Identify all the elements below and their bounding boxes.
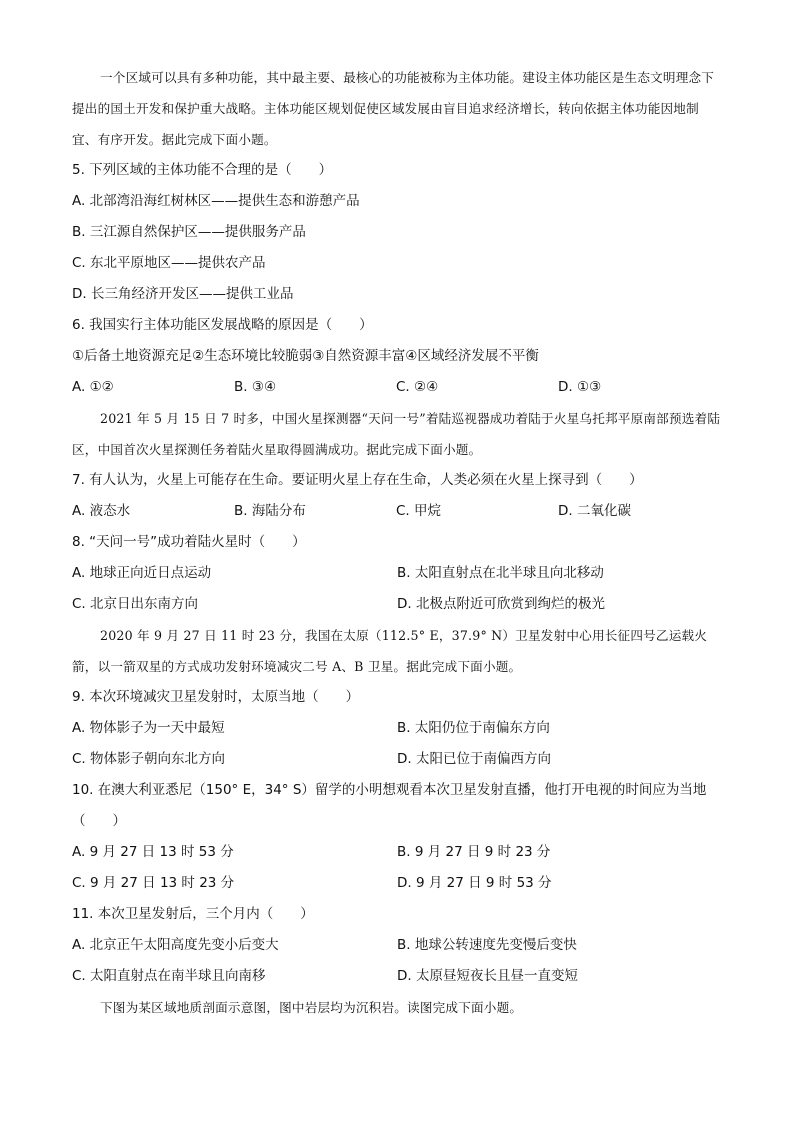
question-9-option-d: D. 太阳已位于南偏西方向	[397, 751, 551, 767]
question-9-options-row-2	[72, 744, 722, 775]
question-5-option-c: C. 东北平原地区——提供农产品	[72, 255, 266, 271]
question-11-stem: 11. 本次卫星发射后，三个月内（ ）	[72, 906, 314, 922]
question-11-option-b: B. 地球公转速度先变慢后变快	[397, 937, 577, 953]
question-10-option-c: C. 9 月 27 日 13 时 23 分	[72, 875, 235, 891]
question-8-options-row-1	[72, 558, 722, 589]
question-6-choice-list: ①后备土地资源充足②生态环境比较脆弱③自然资源丰富④区域经济发展不平衡	[72, 348, 539, 364]
question-8-stem: 8. “天问一号”成功着陆火星时（ ）	[72, 534, 306, 550]
question-7-stem: 7. 有人认为，火星上可能存在生命。要证明火星上存在生命，人类必须在火星上探寻到（ ）	[72, 472, 643, 488]
question-9-stem: 9. 本次环境减灾卫星发射时，太原当地（ ）	[72, 689, 360, 705]
question-9-option-c: C. 物体影子朝向东北方向	[72, 751, 226, 767]
question-11-option-d: D. 太原昼短夜长且昼一直变短	[397, 968, 578, 984]
question-10-stem: 10. 在澳大利亚悉尼（150° E，34° S）留学的小明想观看本次卫星发射直播，他打开电视的时间应为当地	[72, 782, 707, 798]
intro-paragraph-mars-landing: 2021 年 5 月 15 日 7 时多，中国火星探测器“天问一号”着陆巡视器成功着陆于火星乌托邦平原南部预选着陆区，中国首次火星探测任务着陆火星取得圆满成功。据此完成下面小题。	[72, 411, 721, 457]
question-8-options-row-2	[72, 589, 722, 620]
question-5-option-b: B. 三江源自然保护区——提供服务产品	[72, 224, 306, 240]
question-8-option-b: B. 太阳直射点在北半球且向北移动	[397, 565, 604, 581]
question-10-option-b: B. 9 月 27 日 9 时 23 分	[397, 844, 551, 860]
question-5-option-d: D. 长三角经济开发区——提供工业品	[72, 286, 294, 302]
question-6-option-b: B. ③④	[234, 379, 277, 395]
exam-page	[72, 62, 722, 1023]
question-9-options-row-1	[72, 713, 722, 744]
question-10-options-row-1	[72, 837, 722, 868]
question-7-option-c: C. 甲烷	[396, 503, 442, 519]
question-10-option-a: A. 9 月 27 日 13 时 53 分	[72, 844, 234, 860]
question-6-option-d: D. ①③	[558, 379, 602, 395]
question-7-option-a: A. 液态水	[72, 503, 131, 519]
question-10-stem-bracket: （ ）	[72, 813, 126, 829]
question-7-options	[72, 496, 722, 527]
question-8-option-c: C. 北京日出东南方向	[72, 596, 199, 612]
question-5-option-a: A. 北部湾沿海红树林区——提供生态和游憩产品	[72, 193, 360, 209]
question-7-option-b: B. 海陆分布	[234, 503, 306, 519]
question-5-stem: 5. 下列区域的主体功能不合理的是（ ）	[72, 162, 333, 178]
question-9-option-a: A. 物体影子为一天中最短	[72, 720, 225, 736]
intro-paragraph-satellite-launch: 2020 年 9 月 27 日 11 时 23 分，我国在太原（112.5° E，37.9° N）卫星发射中心用长征四号乙运载火箭，以一箭双星的方式成功发射环境减灾二号 A、B 卫星。据此完成下面小题。	[72, 628, 708, 674]
question-11-option-c: C. 太阳直射点在南半球且向南移	[72, 968, 266, 984]
intro-paragraph-main-function: 一个区域可以具有多种功能，其中最主要、最核心的功能被称为主体功能。建设主体功能区是生态文明理念下提出的国土开发和保护重大战略。主体功能区规划促使区域发展由盲目追求经济增长，转向依据主体功能因地制宜、有序开发。据此完成下面小题。	[72, 70, 715, 147]
question-10-option-d: D. 9 月 27 日 9 时 53 分	[397, 875, 552, 891]
question-7-option-d: D. 二氧化碳	[558, 503, 631, 519]
question-10-options-row-2	[72, 868, 722, 899]
question-8-option-d: D. 北极点附近可欣赏到绚烂的极光	[397, 596, 605, 612]
question-9-option-b: B. 太阳仍位于南偏东方向	[397, 720, 550, 736]
intro-paragraph-geologic-section: 下图为某区域地质剖面示意图，图中岩层均为沉积岩。读图完成下面小题。	[100, 1000, 523, 1015]
question-6-stem: 6. 我国实行主体功能区发展战略的原因是（ ）	[72, 317, 373, 333]
question-6-options	[72, 372, 722, 403]
question-6-option-a: A. ①②	[72, 379, 114, 395]
question-6-option-c: C. ②④	[396, 379, 439, 395]
question-11-option-a: A. 北京正午太阳高度先变小后变大	[72, 937, 279, 953]
question-11-options-row-2	[72, 961, 722, 992]
question-8-option-a: A. 地球正向近日点运动	[72, 565, 212, 581]
question-11-options-row-1	[72, 930, 722, 961]
